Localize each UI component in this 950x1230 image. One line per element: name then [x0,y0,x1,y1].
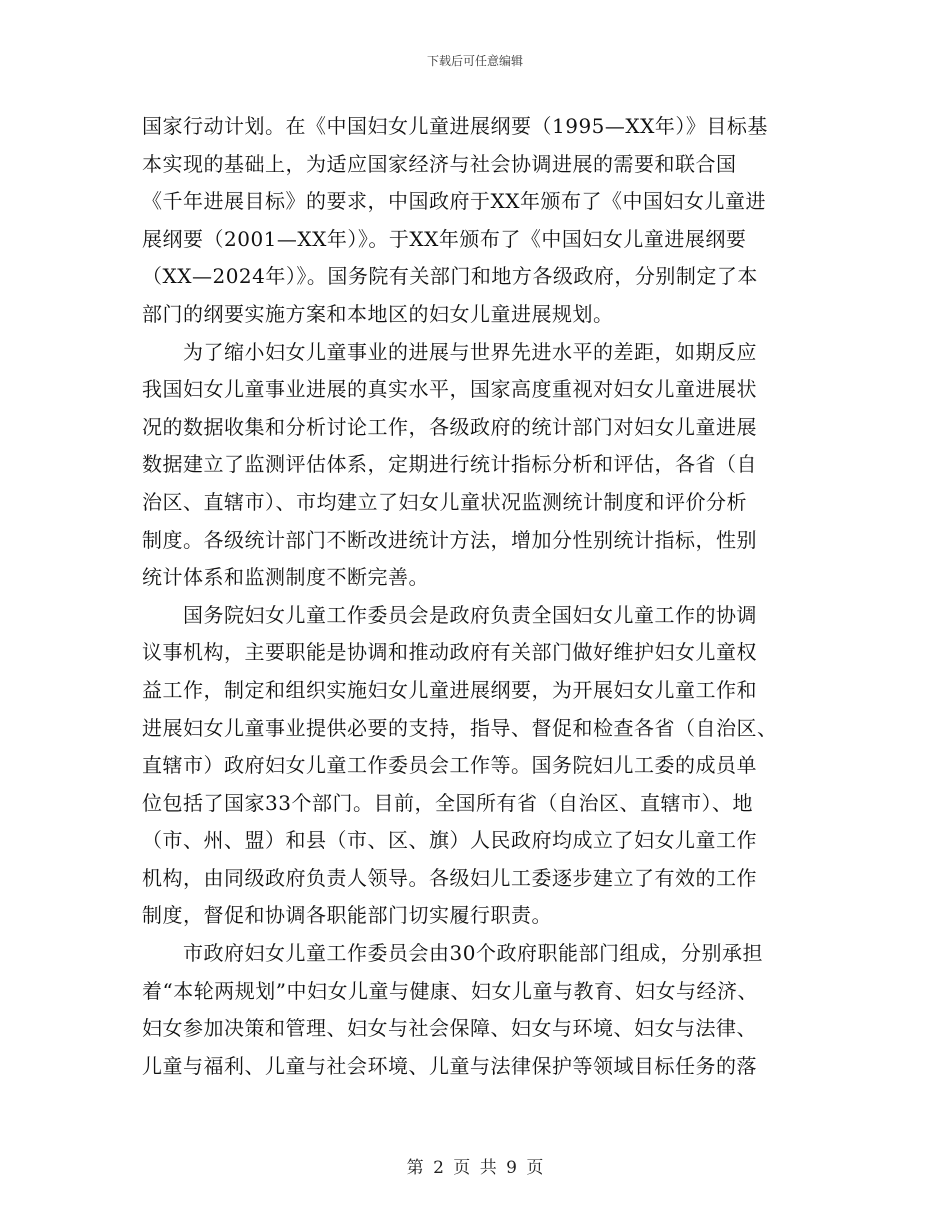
text-line: 进展妇女儿童事业提供必要的支持，指导、督促和检查各省（自治区、 [142,715,778,740]
text-line: 本实现的基础上，为适应国家经济与社会协调进展的需要和联合国 [142,151,737,176]
text-line: 直辖市）政府妇女儿童工作委员会工作等。国务院妇儿工委的成员单 [142,753,757,778]
text-line: 我国妇女儿童事业进展的真实水平，国家高度重视对妇女儿童进展状 [142,377,757,402]
text-line: 为了缩小妇女儿童事业的进展与世界先进水平的差距，如期反应 [142,339,757,364]
document-body [142,108,808,1085]
text-line: （XX—2024年）》。国务院有关部门和地方各级政府，分别制定了本 [142,264,758,289]
text-line: 益工作，制定和组织实施妇女儿童进展纲要，为开展妇女儿童工作和 [142,677,757,702]
text-line: 统计体系和监测制度不断完善。 [142,565,429,590]
text-line: 况的数据收集和分析讨论工作，各级政府的统计部门对妇女儿童进展 [142,414,757,439]
text-line: 儿童与福利、儿童与社会环境、儿童与法律保护等领域目标任务的落 [142,1053,757,1078]
text-line: 展纲要（2001—XX年）》。于XX年颁布了《中国妇女儿童进展纲要 [142,226,747,251]
text-line: 国务院妇女儿童工作委员会是政府负责全国妇女儿童工作的协调 [142,602,757,627]
text-line: 部门的纲要实施方案和本地区的妇女儿童进展规划。 [142,301,614,326]
page-header: 下载后可任意编辑 [426,54,523,68]
text-line: 着“本轮两规划”中妇女儿童与健康、妇女儿童与教育、妇女与经济、 [142,978,758,1003]
text-line: 妇女参加决策和管理、妇女与社会保障、妇女与环境、妇女与法律、 [142,1016,757,1041]
text-line: 制度。各级统计部门不断改进统计方法，增加分性别统计指标，性别 [142,527,757,552]
text-line: 位包括了国家33个部门。目前，全国所有省（自治区、直辖市）、地 [142,790,753,815]
text-line: 议事机构，主要职能是协调和推动政府有关部门做好维护妇女儿童权 [142,640,757,665]
text-line: 机构，由同级政府负责人领导。各级妇儿工委逐步建立了有效的工作 [142,865,757,890]
text-line: 数据建立了监测评估体系，定期进行统计指标分析和评估，各省（自 [142,452,757,477]
text-line: 治区、直辖市）、市均建立了妇女儿童状况监测统计制度和评价分析 [142,489,747,514]
page-footer: 第 2 页 共 9 页 [406,1158,544,1178]
text-line: 《千年进展目标》的要求，中国政府于XX年颁布了《中国妇女儿童进 [142,189,766,214]
text-line: 市政府妇女儿童工作委员会由30个政府职能部门组成，分别承担 [142,941,763,966]
text-line: 国家行动计划。在《中国妇女儿童进展纲要（1995—XX年）》目标基 [142,114,768,138]
text-line: 制度，督促和协调各职能部门切实履行职责。 [142,903,552,928]
text-line: （市、州、盟）和县（市、区、旗）人民政府均成立了妇女儿童工作 [142,828,757,853]
